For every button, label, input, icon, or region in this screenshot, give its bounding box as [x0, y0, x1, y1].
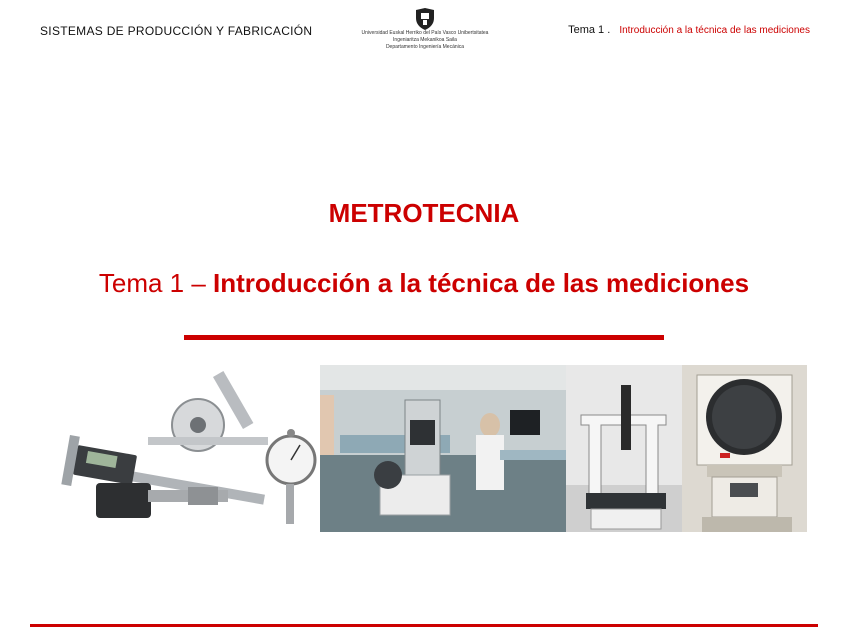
coordinate-measuring-machine-icon [566, 365, 682, 532]
coordinate-measuring-machine-photo [566, 365, 682, 532]
title-divider [184, 335, 664, 340]
subtitle-bold: Introducción a la técnica de las mediciones [213, 268, 750, 298]
institution-line1: Universidad Euskal Herriko del País Vasco Unibertsitatea [361, 30, 489, 36]
topic-title: Introducción a la técnica de las mediciones [619, 25, 810, 36]
footer-divider [30, 624, 818, 627]
course-name: SISTEMAS DE PRODUCCIÓN Y FABRICACIÓN [40, 24, 313, 38]
measuring-instruments-photo [48, 365, 320, 532]
topic-header [568, 24, 810, 36]
metrology-lab-icon [320, 365, 566, 532]
topic-number: Tema 1 . [568, 24, 611, 36]
institution-block [355, 8, 495, 50]
institution-line3: Departamento Ingeniería Mecánica [385, 44, 465, 50]
metrology-lab-photo [320, 365, 566, 532]
institution-line2: Ingeniaritza Mekanikoa Saila [393, 37, 457, 43]
subtitle-prefix: Tema 1 – [98, 268, 214, 298]
page-title: METROTECNIA [328, 198, 520, 228]
measuring-instruments-icon [48, 365, 320, 532]
profile-projector-icon [682, 365, 807, 532]
page-subtitle [0, 268, 848, 299]
profile-projector-photo [682, 365, 807, 532]
university-logo-icon [412, 8, 438, 30]
